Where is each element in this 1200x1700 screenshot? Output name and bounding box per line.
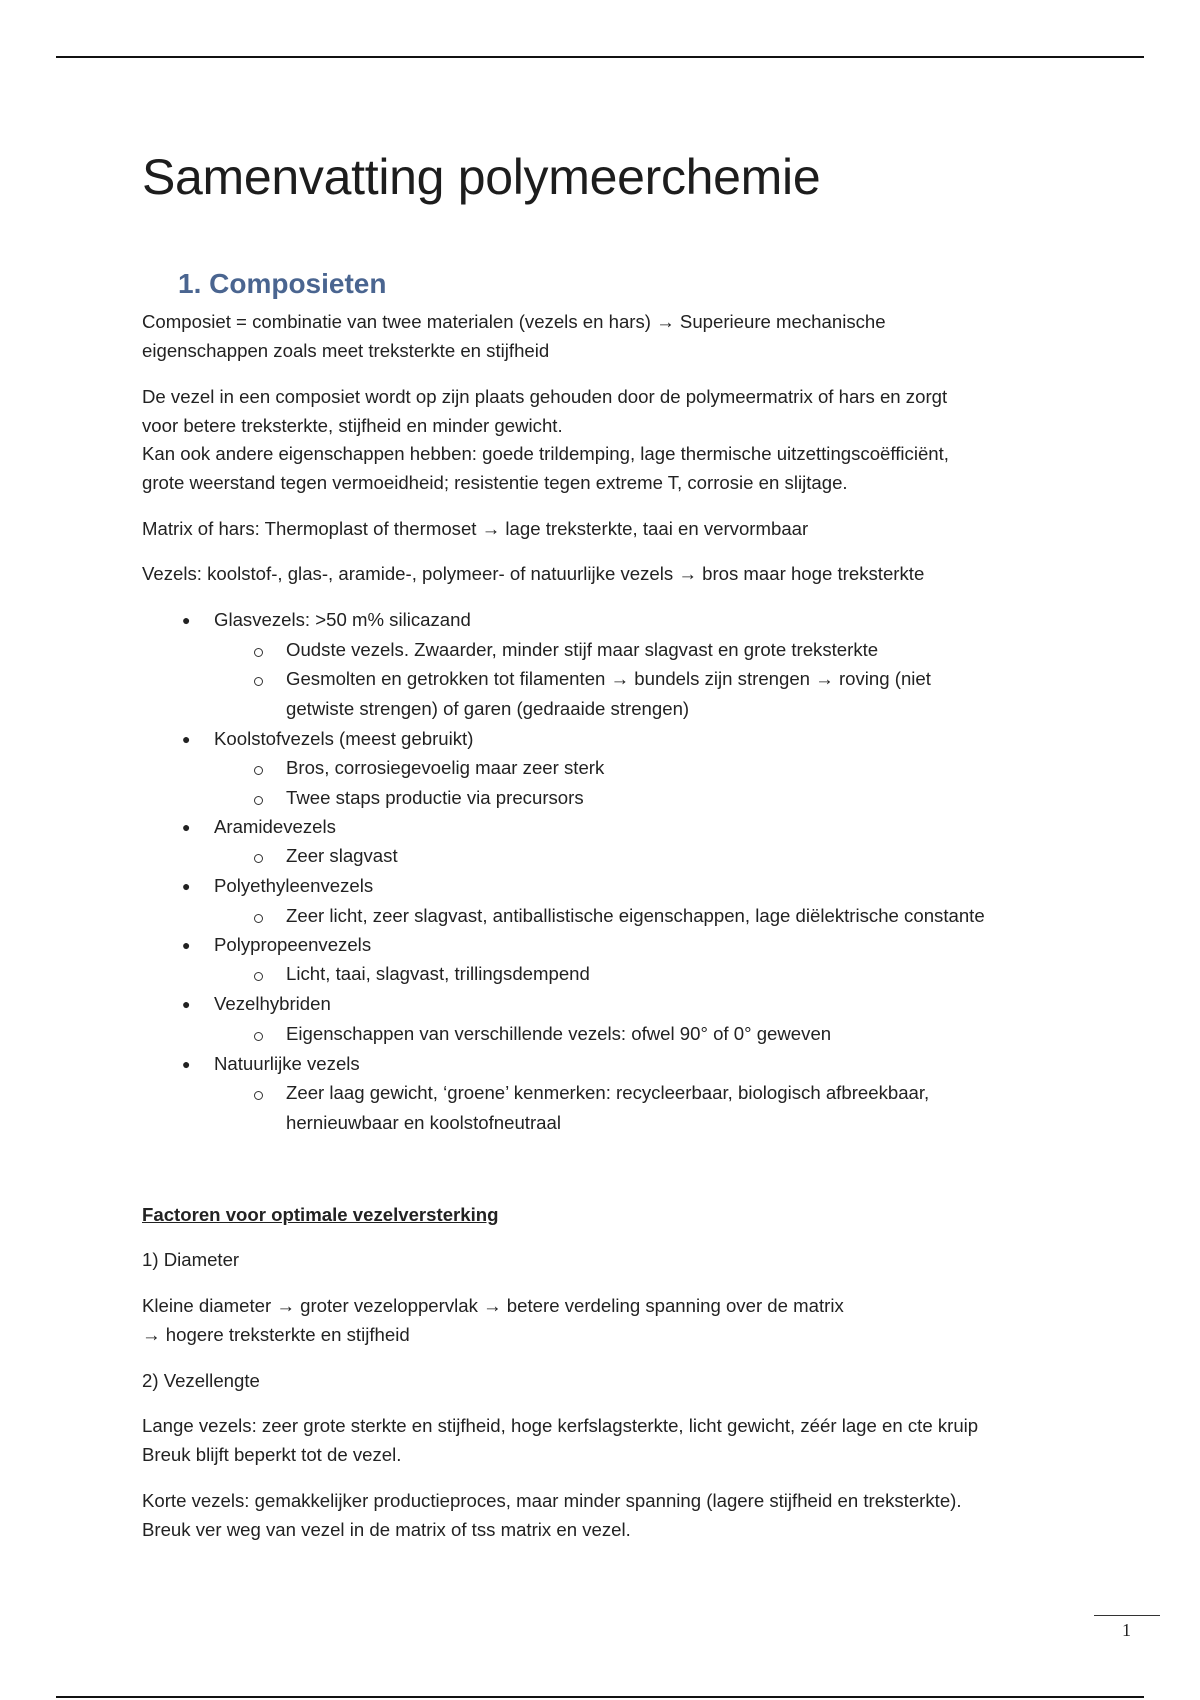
circle-bullet-icon [254,1032,263,1041]
paragraph-line: Breuk blijft beperkt tot de vezel. [142,1444,402,1465]
list-item: ● Polypropeenvezels [182,934,372,955]
list-item: Bros, corrosiegevoelig maar zeer sterk [142,757,1072,781]
bullet-icon: ● [182,819,191,835]
numbered-item-vezellengte: 2) Vezellengte [142,1370,260,1391]
list-item: ● Natuurlijke vezels [182,1053,360,1074]
page-number: 1 [1122,1620,1131,1640]
circle-bullet-icon [254,1091,263,1100]
list-item: Zeer licht, zeer slagvast, antiballistische eigenschappen, lage diëlektrische constante [142,905,1072,929]
list-item: Twee staps productie via precursors [142,787,1072,811]
bullet-icon: ● [182,612,191,628]
paragraph-line: Breuk ver weg van vezel in de matrix of tss matrix en vezel. [142,1519,631,1540]
list-item: Licht, taai, slagvast, trillingsdempend [142,963,1072,987]
list-item: ● Polyethyleenvezels [182,875,374,896]
page-number-rule [1094,1615,1160,1616]
paragraph-line: Matrix of hars: Thermoplast of thermoset → lage treksterkte, taai en vervormbaar [142,518,809,539]
bullet-icon: ● [182,878,191,894]
footer-rule [56,1696,1144,1698]
list-item: Zeer laag gewicht, ‘groene’ kenmerken: recycleerbaar, biologisch afbreekbaar, [142,1082,1072,1106]
section-heading-composieten: 1. Composieten [178,268,387,299]
list-item: ● Vezelhybriden [182,993,331,1014]
circle-bullet-icon [254,854,263,863]
paragraph-line: Vezels: koolstof-, glas-, aramide-, polymeer- of natuurlijke vezels → bros maar hoge treksterkte [142,563,925,584]
paragraph-line: Kleine diameter → groter vezeloppervlak → betere verdeling spanning over de matrix [142,1295,844,1316]
document-title: Samenvatting polymeerchemie [142,149,821,205]
circle-bullet-icon [254,796,263,805]
paragraph-line: Korte vezels: gemakkelijker productieproces, maar minder spanning (lagere stijfheid en treksterkte). [142,1490,962,1511]
circle-bullet-icon [254,766,263,775]
list-item: getwiste strengen) of garen (gedraaide strengen) [286,698,690,719]
paragraph-line: eigenschappen zoals meet treksterkte en stijfheid [142,340,550,361]
paragraph-line: grote weerstand tegen vermoeidheid; resistentie tegen extreme T, corrosie en slijtage. [142,472,848,493]
paragraph-line: → hogere treksterkte en stijfheid [142,1324,410,1345]
bullet-icon: ● [182,937,191,953]
paragraph-line: Kan ook andere eigenschappen hebben: goede trildemping, lage thermische uitzettingscoëfficiënt, [142,443,949,464]
paragraph-line: Composiet = combinatie van twee materialen (vezels en hars) → Superieure mechanische [142,311,886,332]
list-item: ● Glasvezels: >50 m% silicazand [182,609,471,630]
list-item: ● Aramidevezels [182,816,336,837]
bullet-icon: ● [182,996,191,1012]
list-item: hernieuwbaar en koolstofneutraal [286,1112,561,1133]
list-item: Oudste vezels. Zwaarder, minder stijf maar slagvast en grote treksterkte [142,639,1072,663]
list-item: Eigenschappen van verschillende vezels: ofwel 90° of 0° geweven [142,1023,1072,1047]
circle-bullet-icon [254,972,263,981]
bullet-icon: ● [182,731,191,747]
paragraph-line: voor betere treksterkte, stijfheid en minder gewicht. [142,415,563,436]
circle-bullet-icon [254,648,263,657]
paragraph-line: Lange vezels: zeer grote sterkte en stijfheid, hoge kerfslagsterkte, licht gewicht, zéér lage en cte kruip [142,1415,979,1436]
circle-bullet-icon [254,914,263,923]
factors-heading: Factoren voor optimale vezelversterking [142,1204,499,1225]
paragraph-line: De vezel in een composiet wordt op zijn plaats gehouden door de polymeermatrix of hars en zorgt [142,386,948,407]
numbered-item-diameter: 1) Diameter [142,1249,240,1270]
bullet-icon: ● [182,1056,191,1072]
circle-bullet-icon [254,677,263,686]
list-item: Zeer slagvast [142,845,1072,869]
header-rule [56,56,1144,58]
list-item: ● Koolstofvezels (meest gebruikt) [182,728,474,749]
list-item: Gesmolten en getrokken tot filamenten → bundels zijn strengen → roving (niet [142,668,1072,692]
